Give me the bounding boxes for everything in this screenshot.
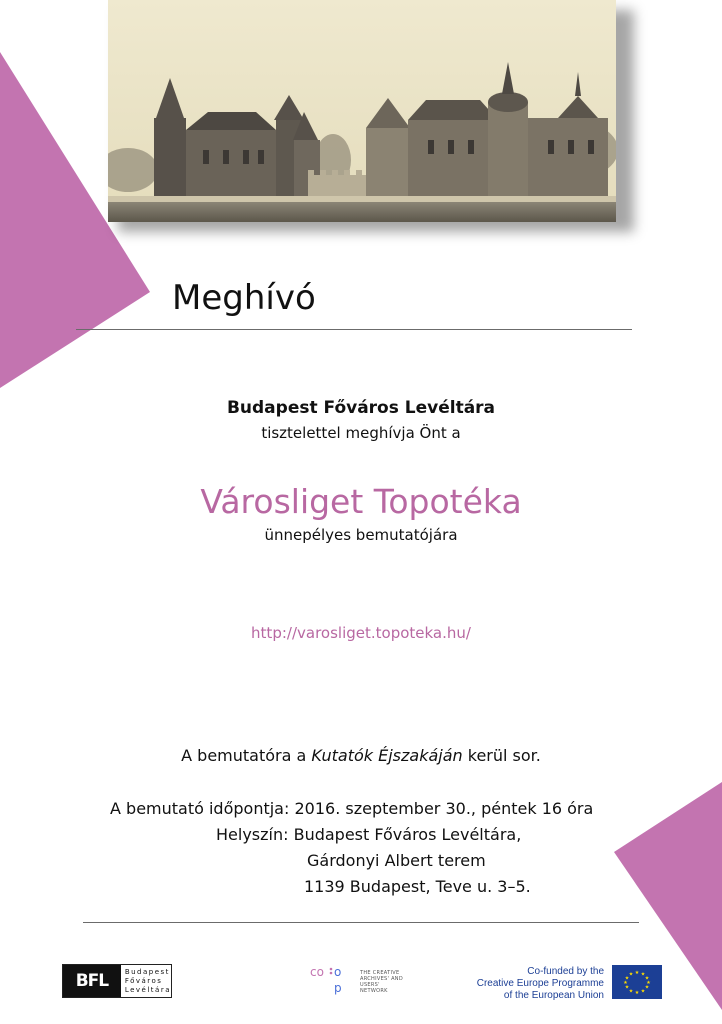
svg-text:★: ★ [644, 975, 650, 982]
eu-funding-text [470, 966, 604, 1002]
divider-bottom [83, 922, 639, 923]
occasion-line: ünnepélyes bemutatójára [264, 526, 458, 544]
eu-line2: Creative Europe Programme [476, 978, 604, 989]
place-row-3 [110, 874, 593, 900]
eu-line3: of the European Union [503, 990, 604, 1001]
place-line2: Gárdonyi Albert terem [307, 851, 486, 870]
bfl-line2: Főváros [124, 976, 163, 985]
organization-name: Budapest Főváros Levéltára [226, 398, 496, 418]
castle-photo [108, 0, 616, 222]
website-link[interactable]: http://varosliget.topoteka.hu/ [251, 624, 471, 642]
svg-text:★: ★ [640, 971, 646, 978]
bfl-logo [62, 964, 172, 998]
bfl-text [121, 968, 171, 995]
place-line3: 1139 Budapest, Teve u. 3–5. [304, 877, 531, 896]
place-row [110, 822, 593, 848]
event-details [110, 796, 593, 900]
svg-text:★: ★ [624, 984, 630, 991]
place-label: Helyszín: [216, 825, 294, 844]
svg-text:★: ★ [640, 988, 646, 995]
svg-text:★: ★ [634, 970, 640, 976]
time-value: 2016. szeptember 30., péntek 16 óra [294, 799, 594, 818]
bfl-line3: Levéltára [124, 985, 171, 994]
time-label: A bemutató időpontja: [110, 799, 295, 818]
svg-text:★: ★ [644, 984, 650, 991]
svg-text:★: ★ [646, 980, 651, 986]
held-at-line [0, 746, 722, 765]
svg-text:★: ★ [634, 990, 640, 996]
page-title: Meghívó [172, 278, 316, 318]
place-line1: Budapest Főváros Levéltára, [293, 825, 522, 844]
svg-text:p: p [334, 981, 342, 995]
place-row-2 [110, 848, 593, 874]
svg-text:co: co [310, 965, 324, 979]
held-event: Kutatók Éjszakáján [311, 746, 463, 765]
held-suffix: kerül sor. [462, 746, 541, 765]
svg-text:★: ★ [628, 971, 634, 978]
coop-line3: NETWORK [360, 988, 388, 994]
coop-text [360, 970, 418, 994]
eu-flag-icon [612, 965, 662, 999]
time-row [110, 796, 593, 822]
svg-text:★: ★ [623, 980, 628, 986]
svg-text:★: ★ [628, 988, 634, 995]
bfl-mark: BFL [63, 965, 121, 997]
svg-text:o: o [334, 965, 342, 979]
divider-top [76, 329, 632, 330]
coop-line2: ARCHIVES' AND USERS' [360, 976, 403, 988]
svg-text:★: ★ [624, 975, 630, 982]
eu-line1: Co-funded by the [527, 966, 604, 977]
coop-line1: THE CREATIVE [360, 970, 400, 976]
invites-line: tisztelettel meghívja Önt a [261, 424, 461, 442]
event-name: Városliget Topotéka [200, 482, 522, 521]
held-prefix: A bemutatóra a [181, 746, 312, 765]
coop-logo [308, 962, 418, 1002]
coop-mark-icon [308, 962, 358, 1002]
bfl-line1: Budapest [124, 967, 170, 976]
